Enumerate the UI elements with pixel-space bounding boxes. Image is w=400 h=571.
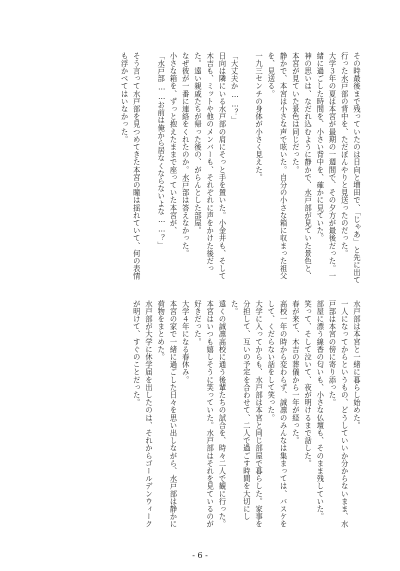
paragraph: 「大丈夫か……？」	[230, 52, 240, 124]
paragraph: 水戸部が大学に休学届を出したのは、それからゴールデンウィークが明けて、すぐのことだった。	[132, 300, 155, 528]
paragraph: 本宮の家で一緒に過ごした日々を思い出しながら、水戸部は静かに荷物をまとめた。	[157, 300, 179, 528]
paragraph: 一九三センチの身体が小さく見えた。	[255, 52, 265, 182]
paragraph: 笑って、そして泣いて、夜が明けるまで話した。	[304, 300, 314, 468]
paragraph: そう言って水戸部を見つめてきた本宮の瞳は揺れていて、何の表情も浮かべてはいなかった。	[120, 52, 142, 280]
paragraph: 遠くの誠凛高校に通う後輩たちの試合を、時々二人で観に行った。	[218, 300, 228, 528]
paragraph: 部屋に漂う線香の匂いも、小さな仏壇も、そのまま残していた。	[316, 300, 326, 521]
paragraph: 大学４年になる春休み。	[181, 300, 191, 384]
paragraph: 水戸部は本宮と一緒に暮らし始めた。	[353, 300, 362, 430]
paragraph: 大学に入ってからも、水戸部は本宮と同じ部屋で暮らした。家事を分担して、互いの予定を合わせて、二人で過ごす時間を大切にした。	[230, 300, 265, 528]
paragraph: 静かで、本宮は小さな声で呟いた。自分の小さな箱に収まった祖父を、見送る。	[267, 52, 289, 280]
paragraph	[241, 52, 253, 284]
paragraph: 一人になってからというもの、どうしていいか分からないまま、水戸部は本宮の傍に寄り添った。	[328, 300, 350, 528]
paragraph: 本宮はいつも嬉しそうに笑っていた。水戸部はそれを見ているのが好きだった。	[193, 300, 216, 528]
paragraph: 神の思いは、なだれ込むように静かで、水戸部が見ていた景色と、本宮が見ていた景色は同じだった。	[291, 52, 314, 280]
paragraph: なぜ彼が一番に連絡をくれたのか。水戸部は答えなかった。	[181, 52, 191, 258]
paragraph: 日向は隣にいる水戸部の肩にそっと手を置いた。小金井も、そして木吉も、ミットや他のメンバーも、それぞれに声をかけた後だった。遠い親戚たちが帰った後の、がらんとした部屋。	[193, 52, 228, 280]
page-number: - 6 -	[192, 551, 208, 560]
paragraph: その時最後まで残っていたのは日向と増田で、「じゃあ」と先に出て行った水戸部の背中を、ただぼんやりと見送ったのだった。	[340, 52, 362, 284]
paragraph: 「水戸部……お前は俺から居なくならないよな……？」	[157, 52, 167, 250]
lower-text-block	[33, 300, 363, 532]
paragraph: 小さな箱を、ずっと抱えたままで座っていた本宮が、	[169, 52, 179, 235]
paragraph: 春が来て、木吉の葬儀から一年が経った。	[291, 300, 301, 445]
upper-text-block	[33, 52, 363, 284]
paragraph: 大学３年の夏は本宮が最期の一週間で、その夕方が最後だった。一緒に過ごした時間を、小さい背中を、確かに見ていた。	[316, 52, 338, 280]
paragraph: 高校一年の時から変わらず、誠凛のみんなは集まっては、バスケをして、くだらない話をして笑った。	[267, 300, 289, 528]
paragraph	[143, 52, 155, 284]
